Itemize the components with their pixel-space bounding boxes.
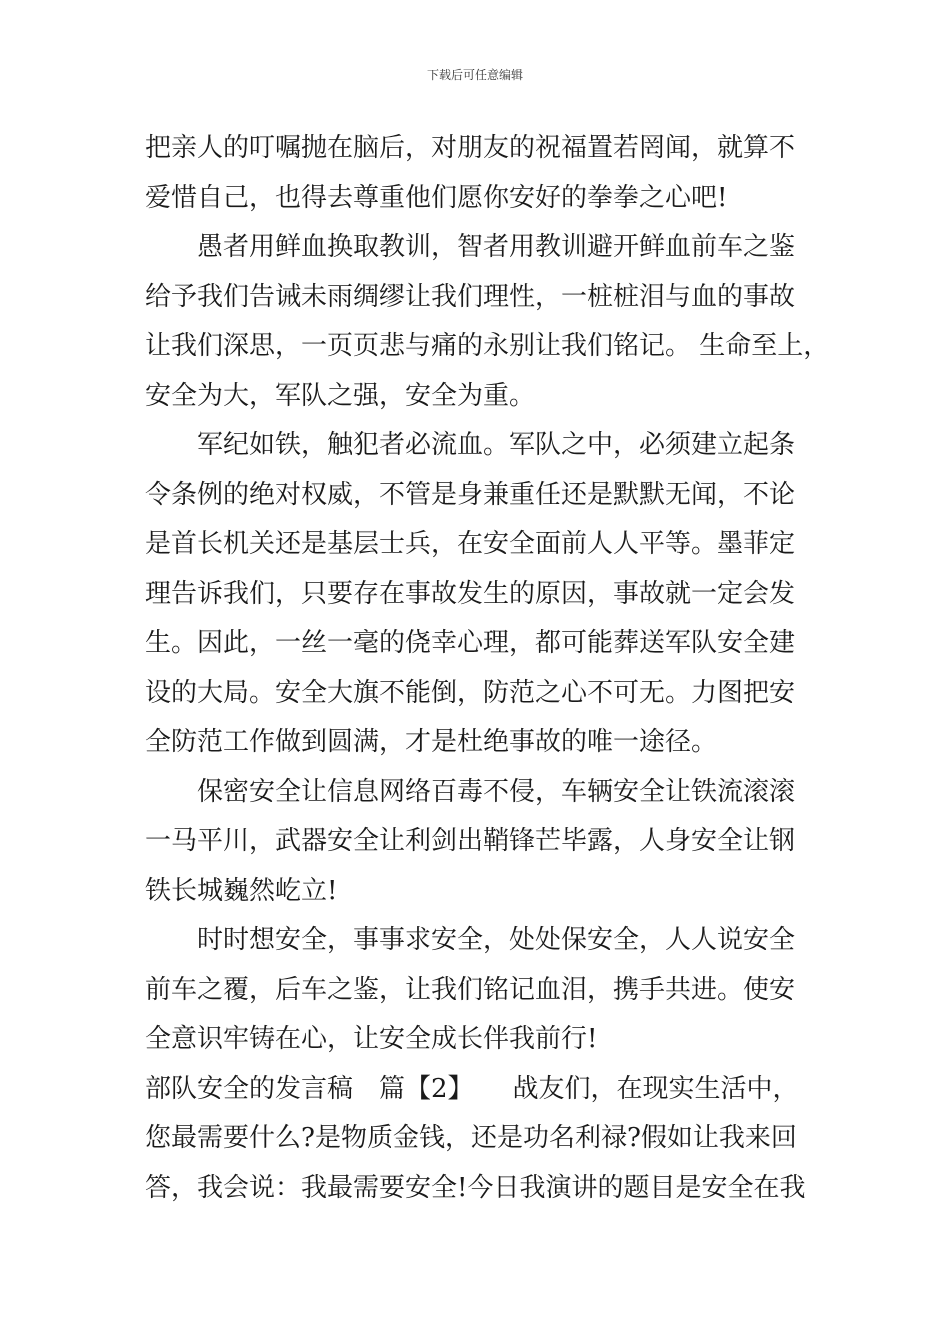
text-line: 铁长城巍然屹立! [145,875,338,906]
text-line: 理告诉我们，只要存在事故发生的原因，事故就一定会发 [145,578,796,609]
text-line: 您最需要什么?是物质金钱，还是功名利禄?假如让我来回 [145,1123,797,1153]
text-line: 前车之覆，后车之鉴，让我们铭记血泪，携手共进。使安 [145,974,796,1005]
text-line: 令条例的绝对权威，不管是身兼重任还是默默无闻，不论 [145,479,796,510]
text-line: 给予我们告诫未雨绸缪让我们理性，一桩桩泪与血的事故 [145,281,796,312]
text-line: 全防范工作做到圆满，才是杜绝事故的唯一途径。 [145,727,718,757]
text-line: 把亲人的叮嘱抛在脑后，对朋友的祝福置若罔闻，就算不 [145,133,796,163]
text-line: 保密安全让信息网络百毒不侵，车辆安全让铁流滚滚 [145,776,796,807]
document-body [145,124,830,1213]
text-line: 是首长机关还是基层士兵，在安全面前人人平等。墨菲定 [145,529,796,559]
text-line: 全意识牢铸在心，让安全成长伴我前行! [145,1024,598,1054]
text-line: 安全为大，军队之强，安全为重。 [145,380,536,411]
text-line: 愚者用鲜血换取教训，智者用教训避开鲜血前车之鉴 [145,232,796,262]
text-line: 生。因此，一丝一毫的侥幸心理，都可能葬送军队安全建 [145,628,796,658]
text-line: 时时想安全，事事求安全，处处保安全，人人说安全 [145,925,796,955]
text-line: 让我们深思，一页页悲与痛的永别让我们铭记。 生命至上， [145,331,830,361]
text-line: 答，我会说：我最需要安全!今日我演讲的题目是安全在我 [145,1172,806,1203]
header-note: 下载后可任意编辑 [426,68,523,82]
text-line: 爱惜自己，也得去尊重他们愿你安好的拳拳之心吧! [145,182,728,213]
text-line: 军纪如铁，触犯者必流血。军队之中，必须建立起条 [145,430,796,460]
section-heading-line: 部队安全的发言稿 篇【2】 战友们，在现实生活中， [145,1073,799,1104]
text-line: 一马平川，武器安全让利剑出鞘锋芒毕露，人身安全让钢 [145,826,796,856]
text-line: 设的大局。安全大旗不能倒，防范之心不可无。力图把安 [145,677,796,708]
